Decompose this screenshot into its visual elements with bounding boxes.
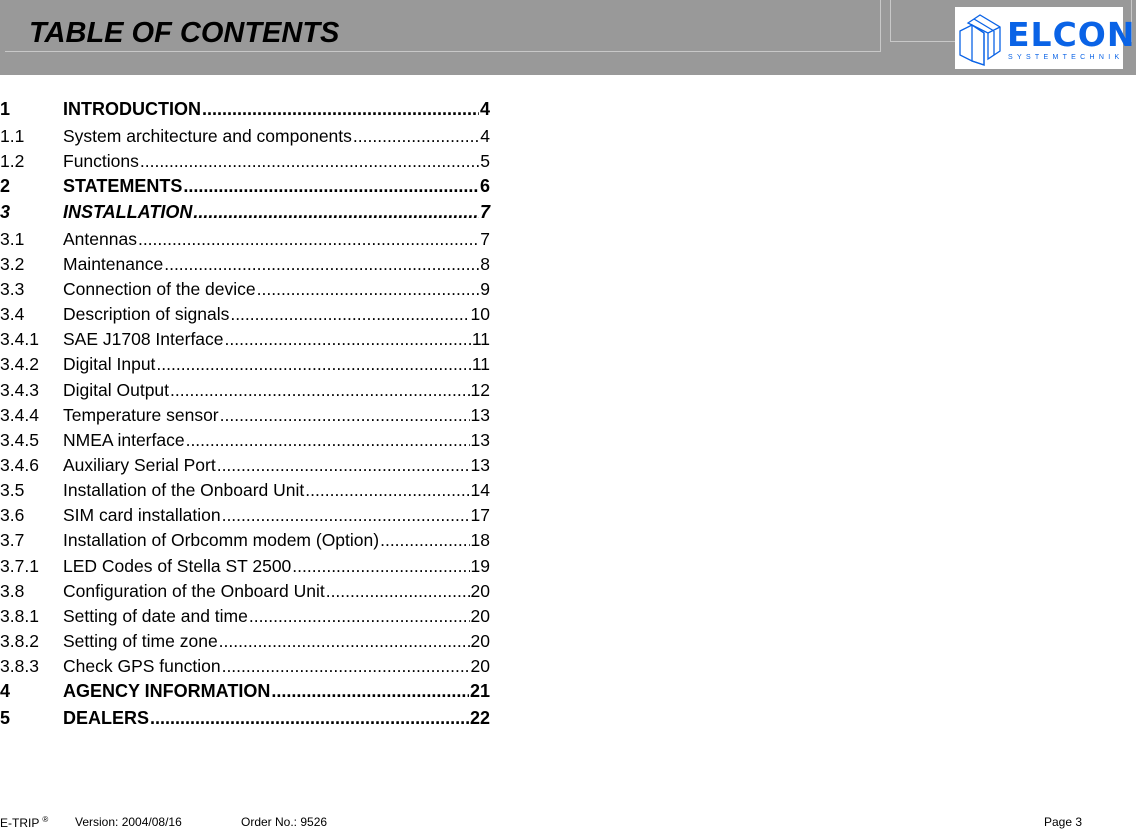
toc-number: 3.4.2 bbox=[0, 354, 39, 375]
toc-number: 1.1 bbox=[0, 125, 25, 146]
toc-entry[interactable] bbox=[0, 708, 490, 735]
toc-title: Auxiliary Serial Port bbox=[63, 455, 216, 476]
toc-leader bbox=[170, 380, 470, 401]
toc-entry[interactable] bbox=[0, 354, 490, 379]
footer-version: Version: 2004/08/16 bbox=[75, 815, 182, 829]
toc-number: 2 bbox=[0, 175, 11, 196]
toc-leader bbox=[183, 176, 479, 197]
logo-tagline: SYSTEMTECHNIK bbox=[1008, 54, 1124, 61]
toc-number: 4 bbox=[0, 681, 11, 702]
toc-page: 20 bbox=[470, 605, 490, 626]
toc-leader bbox=[220, 405, 470, 426]
toc-title: STATEMENTS bbox=[63, 175, 183, 196]
toc-title: Functions bbox=[63, 150, 139, 171]
toc-page: 20 bbox=[470, 631, 490, 652]
toc-title: AGENCY INFORMATION bbox=[63, 681, 271, 702]
toc-page: 19 bbox=[470, 555, 490, 576]
toc-title: INSTALLATION bbox=[63, 202, 193, 223]
toc-entry[interactable] bbox=[0, 505, 490, 530]
toc-title: Installation of the Onboard Unit bbox=[63, 480, 305, 501]
toc-title: SAE J1708 Interface bbox=[63, 329, 224, 350]
toc-page: 5 bbox=[480, 150, 490, 171]
footer-order: Order No.: 9526 bbox=[241, 815, 328, 829]
toc-entry[interactable] bbox=[0, 581, 490, 606]
toc-entry[interactable] bbox=[0, 304, 490, 329]
toc-page: 20 bbox=[470, 580, 490, 601]
toc-title: Setting of date and time bbox=[63, 605, 248, 626]
toc-page: 9 bbox=[480, 279, 490, 300]
toc-number: 3.8.2 bbox=[0, 631, 39, 652]
toc-entry[interactable] bbox=[0, 202, 490, 229]
toc-title: Antennas bbox=[63, 228, 137, 249]
toc-page: 20 bbox=[470, 656, 490, 677]
toc-number: 3.4 bbox=[0, 304, 25, 325]
toc-leader bbox=[353, 126, 479, 147]
toc-number: 3.1 bbox=[0, 228, 25, 249]
toc-number: 3.8.1 bbox=[0, 605, 39, 626]
toc-title: Setting of time zone bbox=[63, 631, 218, 652]
toc-entry[interactable] bbox=[0, 380, 490, 405]
toc-leader bbox=[138, 229, 479, 250]
toc-entry[interactable] bbox=[0, 254, 490, 279]
toc-leader bbox=[164, 254, 479, 275]
toc-number: 3.4.1 bbox=[0, 329, 39, 350]
toc-number: 3.3 bbox=[0, 279, 25, 300]
table-of-contents bbox=[0, 99, 490, 734]
toc-leader bbox=[219, 631, 470, 652]
toc-entry[interactable] bbox=[0, 279, 490, 304]
toc-page: 13 bbox=[470, 455, 490, 476]
toc-page: 11 bbox=[471, 354, 490, 375]
toc-leader bbox=[156, 354, 470, 375]
toc-leader bbox=[326, 581, 470, 602]
toc-entry[interactable] bbox=[0, 681, 490, 708]
toc-leader bbox=[230, 304, 469, 325]
page-header bbox=[0, 0, 1136, 75]
toc-leader bbox=[271, 681, 469, 702]
toc-number: 3.7 bbox=[0, 530, 25, 551]
toc-number: 3.4.4 bbox=[0, 404, 39, 425]
footer-page: Page 3 bbox=[1044, 815, 1083, 829]
toc-title: Maintenance bbox=[63, 253, 164, 274]
toc-title: Description of signals bbox=[63, 304, 230, 325]
toc-page: 14 bbox=[470, 480, 490, 501]
toc-page: 22 bbox=[469, 707, 490, 728]
toc-title: LED Codes of Stella ST 2500 bbox=[63, 555, 292, 576]
toc-number: 3.2 bbox=[0, 253, 25, 274]
toc-title: SIM card installation bbox=[63, 505, 221, 526]
toc-number: 3 bbox=[0, 202, 11, 223]
toc-entry[interactable] bbox=[0, 176, 490, 203]
toc-leader bbox=[292, 556, 469, 577]
toc-leader bbox=[217, 455, 470, 476]
toc-leader bbox=[257, 279, 480, 300]
toc-title: Check GPS function bbox=[63, 656, 221, 677]
toc-number: 1.2 bbox=[0, 150, 25, 171]
toc-title: DEALERS bbox=[63, 707, 150, 728]
toc-leader bbox=[380, 530, 469, 551]
toc-page: 6 bbox=[479, 175, 490, 196]
toc-entry[interactable] bbox=[0, 556, 490, 581]
toc-page: 21 bbox=[469, 681, 490, 702]
toc-entry[interactable] bbox=[0, 430, 490, 455]
toc-page: 8 bbox=[480, 253, 490, 274]
toc-entry[interactable] bbox=[0, 606, 490, 631]
toc-page: 7 bbox=[479, 202, 490, 223]
elcon-logo bbox=[955, 7, 1136, 69]
toc-number: 3.6 bbox=[0, 505, 25, 526]
toc-number: 3.4.3 bbox=[0, 379, 39, 400]
toc-leader bbox=[140, 151, 479, 172]
toc-entry[interactable] bbox=[0, 329, 490, 354]
toc-number: 5 bbox=[0, 707, 11, 728]
toc-page: 4 bbox=[480, 125, 490, 146]
toc-page: 13 bbox=[470, 404, 490, 425]
toc-page: 11 bbox=[471, 329, 490, 350]
toc-entry[interactable] bbox=[0, 455, 490, 480]
toc-leader bbox=[150, 708, 469, 729]
toc-number: 3.8.3 bbox=[0, 656, 39, 677]
toc-number: 3.8 bbox=[0, 580, 25, 601]
toc-entry[interactable] bbox=[0, 631, 490, 656]
toc-page: 18 bbox=[470, 530, 490, 551]
toc-number: 3.4.6 bbox=[0, 455, 39, 476]
toc-leader bbox=[186, 430, 470, 451]
toc-page: 10 bbox=[470, 304, 490, 325]
toc-title: Temperature sensor bbox=[63, 404, 219, 425]
toc-page: 12 bbox=[470, 379, 490, 400]
toc-leader bbox=[225, 329, 471, 350]
page-title: TABLE OF CONTENTS bbox=[29, 17, 340, 49]
toc-title: System architecture and components bbox=[63, 125, 352, 146]
header-rule bbox=[5, 51, 881, 52]
toc-number: 3.5 bbox=[0, 480, 25, 501]
toc-number: 1 bbox=[0, 99, 11, 119]
toc-title: Configuration of the Onboard Unit bbox=[63, 580, 325, 601]
toc-entry[interactable] bbox=[0, 405, 490, 430]
footer-product: E-TRIP ® bbox=[0, 815, 49, 830]
toc-title: Digital Output bbox=[63, 379, 170, 400]
toc-number: 3.4.5 bbox=[0, 429, 39, 450]
toc-leader bbox=[305, 480, 469, 501]
toc-leader bbox=[249, 606, 470, 627]
toc-title: Digital Input bbox=[63, 354, 156, 375]
toc-page: 17 bbox=[470, 505, 490, 526]
toc-leader bbox=[222, 505, 470, 526]
toc-page: 4 bbox=[479, 99, 490, 119]
toc-entry[interactable] bbox=[0, 151, 490, 176]
cube-logo-icon bbox=[958, 11, 1004, 67]
toc-leader bbox=[202, 99, 479, 120]
toc-page: 7 bbox=[480, 228, 490, 249]
toc-page: 13 bbox=[470, 429, 490, 450]
toc-title: NMEA interface bbox=[63, 429, 185, 450]
toc-entry[interactable] bbox=[0, 530, 490, 555]
header-divider bbox=[880, 0, 881, 52]
toc-entry[interactable] bbox=[0, 480, 490, 505]
toc-entry[interactable] bbox=[0, 99, 490, 126]
toc-entry[interactable] bbox=[0, 229, 490, 254]
toc-leader bbox=[193, 202, 479, 223]
toc-leader bbox=[222, 656, 470, 677]
toc-entry[interactable] bbox=[0, 126, 490, 151]
toc-title: Installation of Orbcomm modem (Option) bbox=[63, 530, 380, 551]
toc-title: INTRODUCTION bbox=[63, 99, 201, 119]
toc-title: Connection of the device bbox=[63, 279, 256, 300]
toc-number: 3.7.1 bbox=[0, 555, 39, 576]
logo-wordmark: ELCON bbox=[1007, 15, 1136, 54]
toc-entry[interactable] bbox=[0, 656, 490, 681]
